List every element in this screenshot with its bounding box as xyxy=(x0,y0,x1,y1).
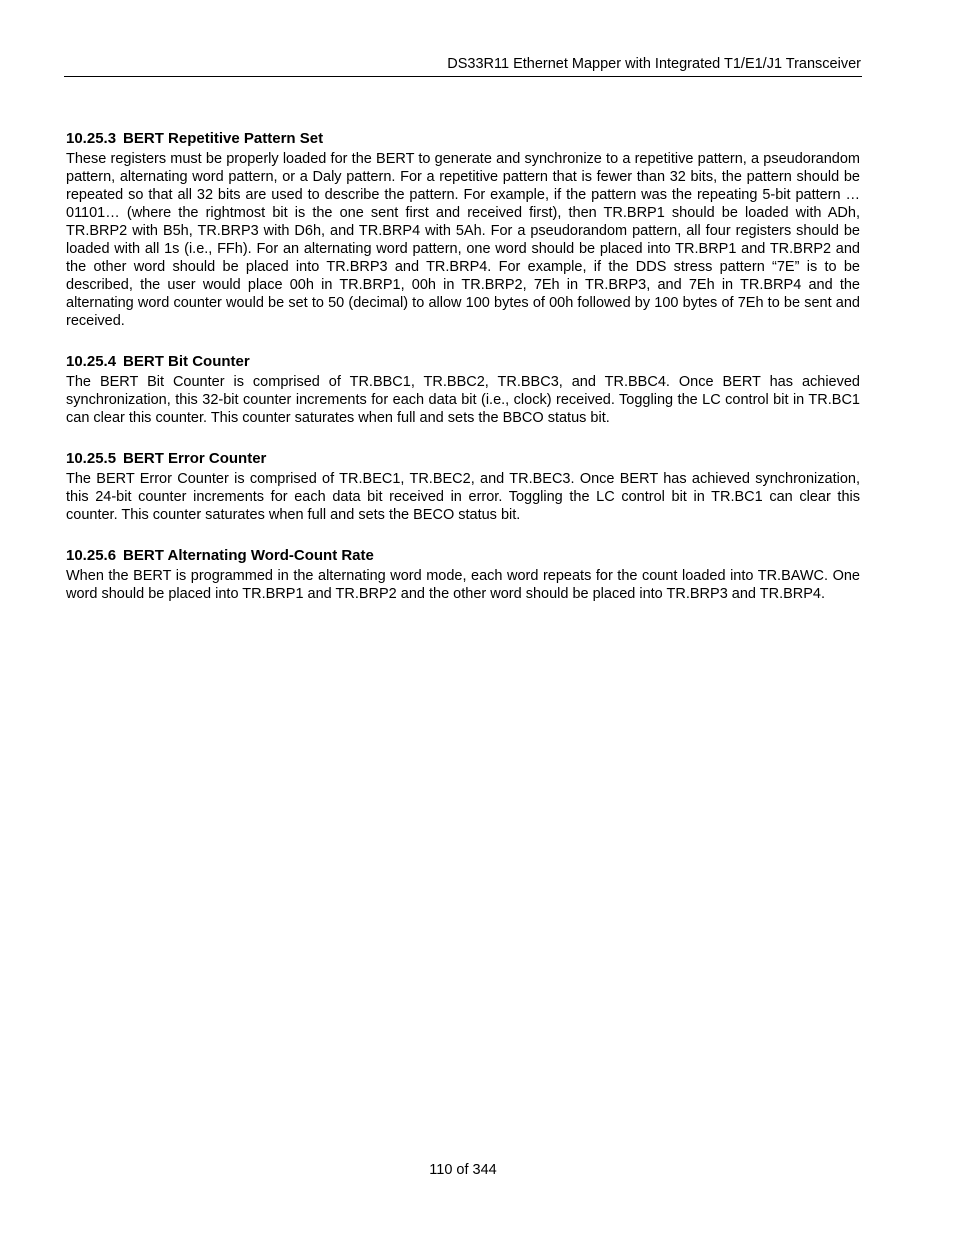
section-heading xyxy=(66,353,860,371)
section-title: BERT Error Counter xyxy=(123,450,267,467)
section-bert-alternating-word-count-rate xyxy=(66,547,860,603)
page-number: 110 of 344 xyxy=(429,1162,497,1178)
section-bert-error-counter xyxy=(66,450,860,524)
section-number: 10.25.6 xyxy=(66,547,117,564)
section-heading xyxy=(66,450,860,468)
page-content xyxy=(66,130,860,626)
section-number: 10.25.5 xyxy=(66,450,117,467)
section-body: The BERT Bit Counter is comprised of TR.BBC1, TR.BBC2, TR.BBC3, and TR.BBC4. Once BERT has achieved synchronization, this 32-bit counter increments for each data bit (i.e., clock) received. Toggling the LC control bit in TR.BC1 can clear this counter. This counter saturates when full and sets the BBCO status bit. xyxy=(66,374,860,426)
section-body: These registers must be properly loaded for the BERT to generate and synchronize to a repetitive pattern, a pseudorandom pattern, alternating word pattern, or a Daly pattern. For a repetitive pattern that is fewer than 32 bits, the pattern should be repeated so that all 32 bits are used to describe the pattern. For example, if the pattern was the repeating 5-bit pattern …01101… (where the rightmost bit is the one sent first and received first), then TR.BRP1 should be loaded with ADh, TR.BRP2 with B5h, TR.BRP3 with D6h, and TR.BRP4 with 5Ah. For a pseudorandom pattern, all four registers should be loaded with all 1s (i.e., FFh). For an alternating word pattern, one word should be placed into TR.BRP1 and TR.BRP2 and the other word should be placed into TR.BRP3 and TR.BRP4. For example, if the DDS stress pattern “7E” is to be described, the user would place 00h in TR.BRP1, 00h in TR.BRP2, 7Eh in TR.BRP3, and 7Eh in TR.BRP4 and the alternating word counter would be set to 50 (decimal) to allow 100 bytes of 00h followed by 100 bytes of 7Eh to be sent and received. xyxy=(66,151,860,329)
section-heading xyxy=(66,547,860,565)
section-title: BERT Repetitive Pattern Set xyxy=(123,130,324,147)
section-number: 10.25.3 xyxy=(66,130,117,147)
section-number: 10.25.4 xyxy=(66,353,117,370)
section-body: The BERT Error Counter is comprised of TR.BEC1, TR.BEC2, and TR.BEC3. Once BERT has achieved synchronization, this 24-bit counter increments for each data bit received in error. Toggling the LC control bit in TR.BC1 can clear this counter. This counter saturates when full and sets the BECO status bit. xyxy=(66,471,860,523)
section-bert-repetitive-pattern-set xyxy=(66,130,860,330)
section-bert-bit-counter xyxy=(66,353,860,427)
section-title: BERT Bit Counter xyxy=(123,353,250,370)
header-rule xyxy=(64,76,862,77)
section-heading xyxy=(66,130,860,148)
section-body: When the BERT is programmed in the alternating word mode, each word repeats for the count loaded into TR.BAWC. One word should be placed into TR.BRP1 and TR.BRP2 and the other word should be placed into TR.BRP3 and TR.BRP4. xyxy=(66,568,860,602)
running-header: DS33R11 Ethernet Mapper with Integrated T1/E1/J1 Transceiver xyxy=(447,56,861,72)
section-title: BERT Alternating Word-Count Rate xyxy=(123,547,374,564)
